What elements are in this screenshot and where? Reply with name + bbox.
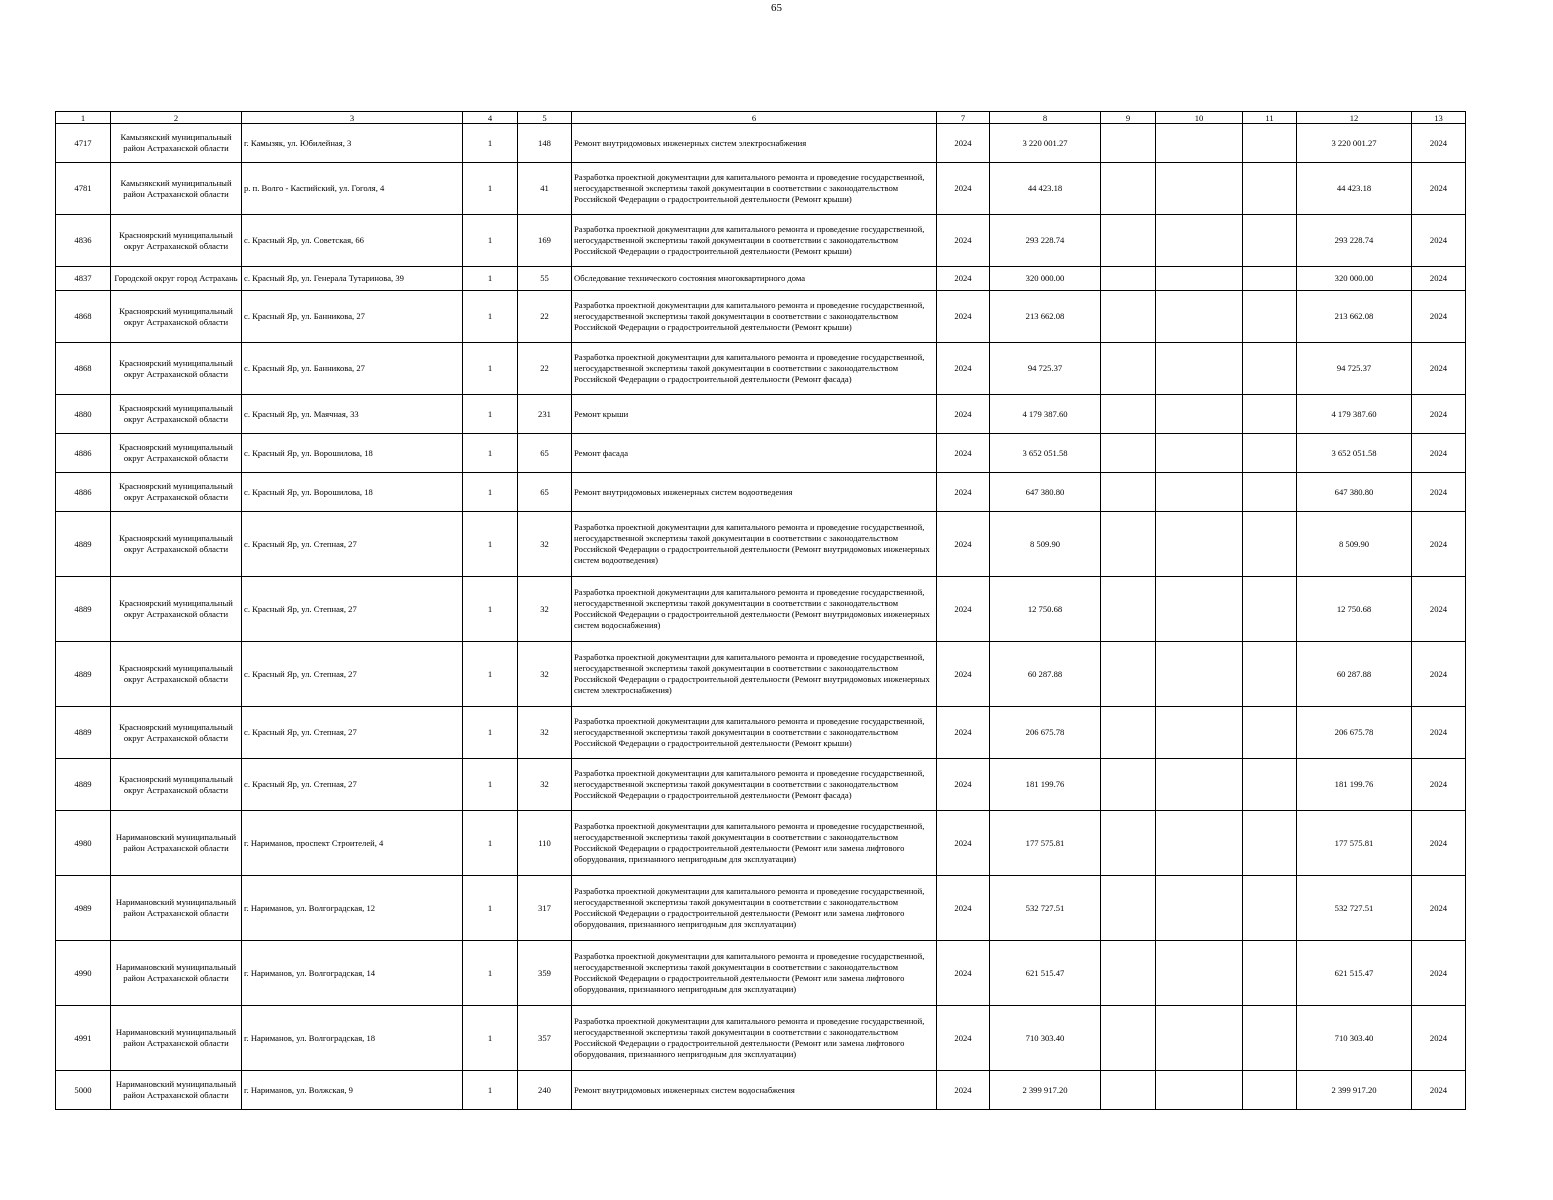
col-10-cell (1156, 163, 1243, 215)
year-cell: 2024 (937, 512, 990, 577)
col-9-cell (1101, 395, 1156, 434)
total-amount-cell: 177 575.81 (1297, 811, 1412, 876)
row-id-cell: 4989 (56, 876, 111, 941)
year-cell: 2024 (937, 759, 990, 811)
column-number-12: 12 (1297, 112, 1412, 124)
municipality-cell: Красноярский муниципальный округ Астраханской области (111, 642, 242, 707)
amount-cell: 181 199.76 (990, 759, 1101, 811)
total-amount-cell: 3 220 001.27 (1297, 124, 1412, 163)
completion-year-cell: 2024 (1412, 395, 1466, 434)
apartments-cell: 32 (518, 512, 572, 577)
completion-year-cell: 2024 (1412, 124, 1466, 163)
year-cell: 2024 (937, 577, 990, 642)
year-cell: 2024 (937, 941, 990, 1006)
municipality-cell: Городской округ город Астрахань (111, 267, 242, 291)
completion-year-cell: 2024 (1412, 577, 1466, 642)
col-11-cell (1243, 267, 1297, 291)
amount-cell: 3 220 001.27 (990, 124, 1101, 163)
col-10-cell (1156, 124, 1243, 163)
row-id-cell: 4886 (56, 473, 111, 512)
col-9-cell (1101, 163, 1156, 215)
total-amount-cell: 181 199.76 (1297, 759, 1412, 811)
year-cell: 2024 (937, 267, 990, 291)
address-cell: г. Нариманов, ул. Волгоградская, 14 (242, 941, 463, 1006)
count-cell: 1 (463, 473, 518, 512)
count-cell: 1 (463, 395, 518, 434)
col-10-cell (1156, 1006, 1243, 1071)
total-amount-cell: 532 727.51 (1297, 876, 1412, 941)
amount-cell: 60 287.88 (990, 642, 1101, 707)
address-cell: с. Красный Яр, ул. Маячная, 33 (242, 395, 463, 434)
table-row (56, 811, 1466, 876)
work-description-cell: Ремонт внутридомовых инженерных систем водоотведения (572, 473, 937, 512)
year-cell: 2024 (937, 215, 990, 267)
apartments-cell: 32 (518, 642, 572, 707)
col-11-cell (1243, 1006, 1297, 1071)
apartments-cell: 65 (518, 434, 572, 473)
apartments-cell: 41 (518, 163, 572, 215)
apartments-cell: 231 (518, 395, 572, 434)
col-11-cell (1243, 395, 1297, 434)
completion-year-cell: 2024 (1412, 473, 1466, 512)
total-amount-cell: 293 228.74 (1297, 215, 1412, 267)
table-row (56, 124, 1466, 163)
count-cell: 1 (463, 512, 518, 577)
work-description-cell: Разработка проектной документации для капитального ремонта и проведение государственной, негосударственной экспертизы такой документации в соответствии с законодательством Российской Федерации о градостроительной деятельности (Ремонт или замена лифтового оборудования, признанного непригодным для эксплуатации) (572, 876, 937, 941)
municipality-cell: Красноярский муниципальный округ Астраханской области (111, 473, 242, 512)
address-cell: г. Нариманов, ул. Волгоградская, 12 (242, 876, 463, 941)
year-cell: 2024 (937, 1071, 990, 1110)
year-cell: 2024 (937, 291, 990, 343)
total-amount-cell: 12 750.68 (1297, 577, 1412, 642)
amount-cell: 320 000.00 (990, 267, 1101, 291)
row-id-cell: 4886 (56, 434, 111, 473)
work-description-cell: Разработка проектной документации для капитального ремонта и проведение государственной, негосударственной экспертизы такой документации в соответствии с законодательством Российской Федерации о градостроительной деятельности (Ремонт крыши) (572, 707, 937, 759)
amount-cell: 206 675.78 (990, 707, 1101, 759)
municipality-cell: Красноярский муниципальный округ Астраханской области (111, 291, 242, 343)
completion-year-cell: 2024 (1412, 1006, 1466, 1071)
municipality-cell: Красноярский муниципальный округ Астраханской области (111, 707, 242, 759)
row-id-cell: 4991 (56, 1006, 111, 1071)
apartments-cell: 22 (518, 343, 572, 395)
count-cell: 1 (463, 1071, 518, 1110)
column-number-9: 9 (1101, 112, 1156, 124)
work-description-cell: Ремонт крыши (572, 395, 937, 434)
completion-year-cell: 2024 (1412, 876, 1466, 941)
column-number-8: 8 (990, 112, 1101, 124)
col-9-cell (1101, 811, 1156, 876)
year-cell: 2024 (937, 163, 990, 215)
amount-cell: 12 750.68 (990, 577, 1101, 642)
year-cell: 2024 (937, 1006, 990, 1071)
municipality-cell: Камызякский муниципальный район Астраханской области (111, 163, 242, 215)
apartments-cell: 148 (518, 124, 572, 163)
completion-year-cell: 2024 (1412, 215, 1466, 267)
count-cell: 1 (463, 759, 518, 811)
col-10-cell (1156, 577, 1243, 642)
row-id-cell: 4868 (56, 291, 111, 343)
amount-cell: 177 575.81 (990, 811, 1101, 876)
municipality-cell: Красноярский муниципальный округ Астраханской области (111, 343, 242, 395)
work-description-cell: Разработка проектной документации для капитального ремонта и проведение государственной, негосударственной экспертизы такой документации в соответствии с законодательством Российской Федерации о градостроительной деятельности (Ремонт или замена лифтового оборудования, признанного непригодным для эксплуатации) (572, 1006, 937, 1071)
col-11-cell (1243, 759, 1297, 811)
count-cell: 1 (463, 1006, 518, 1071)
address-cell: г. Нариманов, проспект Строителей, 4 (242, 811, 463, 876)
total-amount-cell: 4 179 387.60 (1297, 395, 1412, 434)
work-description-cell: Разработка проектной документации для капитального ремонта и проведение государственной, негосударственной экспертизы такой документации в соответствии с законодательством Российской Федерации о градостроительной деятельности (Ремонт внутридомовых инженерных систем водоснабжения) (572, 577, 937, 642)
col-11-cell (1243, 215, 1297, 267)
address-cell: с. Красный Яр, ул. Банникова, 27 (242, 343, 463, 395)
work-description-cell: Разработка проектной документации для капитального ремонта и проведение государственной, негосударственной экспертизы такой документации в соответствии с законодательством Российской Федерации о градостроительной деятельности (Ремонт фасада) (572, 759, 937, 811)
col-11-cell (1243, 163, 1297, 215)
work-description-cell: Обследование технического состояния многоквартирного дома (572, 267, 937, 291)
col-10-cell (1156, 512, 1243, 577)
count-cell: 1 (463, 124, 518, 163)
municipality-cell: Наримановский муниципальный район Астраханской области (111, 1071, 242, 1110)
column-number-6: 6 (572, 112, 937, 124)
amount-cell: 44 423.18 (990, 163, 1101, 215)
total-amount-cell: 213 662.08 (1297, 291, 1412, 343)
column-number-1: 1 (56, 112, 111, 124)
table-row (56, 642, 1466, 707)
municipality-cell: Красноярский муниципальный округ Астраханской области (111, 434, 242, 473)
amount-cell: 8 509.90 (990, 512, 1101, 577)
count-cell: 1 (463, 811, 518, 876)
col-10-cell (1156, 291, 1243, 343)
count-cell: 1 (463, 267, 518, 291)
count-cell: 1 (463, 577, 518, 642)
col-9-cell (1101, 642, 1156, 707)
table-row (56, 1071, 1466, 1110)
completion-year-cell: 2024 (1412, 1071, 1466, 1110)
col-11-cell (1243, 343, 1297, 395)
total-amount-cell: 320 000.00 (1297, 267, 1412, 291)
work-description-cell: Ремонт внутридомовых инженерных систем электроснабжения (572, 124, 937, 163)
work-description-cell: Ремонт внутридомовых инженерных систем водоснабжения (572, 1071, 937, 1110)
amount-cell: 647 380.80 (990, 473, 1101, 512)
work-description-cell: Разработка проектной документации для капитального ремонта и проведение государственной, негосударственной экспертизы такой документации в соответствии с законодательством Российской Федерации о градостроительной деятельности (Ремонт фасада) (572, 343, 937, 395)
page-number: 65 (771, 2, 782, 14)
col-11-cell (1243, 1071, 1297, 1110)
table-row (56, 267, 1466, 291)
table-row (56, 343, 1466, 395)
col-9-cell (1101, 215, 1156, 267)
col-10-cell (1156, 876, 1243, 941)
total-amount-cell: 2 399 917.20 (1297, 1071, 1412, 1110)
table-row (56, 941, 1466, 1006)
amount-cell: 710 303.40 (990, 1006, 1101, 1071)
amount-cell: 213 662.08 (990, 291, 1101, 343)
column-number-13: 13 (1412, 112, 1466, 124)
completion-year-cell: 2024 (1412, 811, 1466, 876)
col-10-cell (1156, 395, 1243, 434)
count-cell: 1 (463, 291, 518, 343)
col-9-cell (1101, 124, 1156, 163)
col-10-cell (1156, 642, 1243, 707)
municipality-cell: Красноярский муниципальный округ Астраханской области (111, 759, 242, 811)
total-amount-cell: 3 652 051.58 (1297, 434, 1412, 473)
completion-year-cell: 2024 (1412, 759, 1466, 811)
table-row (56, 163, 1466, 215)
row-id-cell: 4889 (56, 707, 111, 759)
row-id-cell: 4889 (56, 577, 111, 642)
total-amount-cell: 206 675.78 (1297, 707, 1412, 759)
col-11-cell (1243, 434, 1297, 473)
col-11-cell (1243, 642, 1297, 707)
table-row (56, 215, 1466, 267)
column-number-2: 2 (111, 112, 242, 124)
col-9-cell (1101, 1071, 1156, 1110)
col-11-cell (1243, 291, 1297, 343)
completion-year-cell: 2024 (1412, 707, 1466, 759)
table-row (56, 577, 1466, 642)
amount-cell: 293 228.74 (990, 215, 1101, 267)
table-row (56, 1006, 1466, 1071)
year-cell: 2024 (937, 707, 990, 759)
apartments-cell: 55 (518, 267, 572, 291)
column-number-3: 3 (242, 112, 463, 124)
col-11-cell (1243, 811, 1297, 876)
municipality-cell: Красноярский муниципальный округ Астраханской области (111, 395, 242, 434)
completion-year-cell: 2024 (1412, 512, 1466, 577)
table-row (56, 707, 1466, 759)
municipality-cell: Красноярский муниципальный округ Астраханской области (111, 215, 242, 267)
year-cell: 2024 (937, 642, 990, 707)
amount-cell: 621 515.47 (990, 941, 1101, 1006)
row-id-cell: 4980 (56, 811, 111, 876)
year-cell: 2024 (937, 876, 990, 941)
table-row (56, 876, 1466, 941)
work-description-cell: Ремонт фасада (572, 434, 937, 473)
address-cell: с. Красный Яр, ул. Степная, 27 (242, 759, 463, 811)
amount-cell: 2 399 917.20 (990, 1071, 1101, 1110)
col-11-cell (1243, 876, 1297, 941)
total-amount-cell: 621 515.47 (1297, 941, 1412, 1006)
col-10-cell (1156, 267, 1243, 291)
total-amount-cell: 94 725.37 (1297, 343, 1412, 395)
year-cell: 2024 (937, 395, 990, 434)
work-description-cell: Разработка проектной документации для капитального ремонта и проведение государственной, негосударственной экспертизы такой документации в соответствии с законодательством Российской Федерации о градостроительной деятельности (Ремонт внутридомовых инженерных систем электроснабжения) (572, 642, 937, 707)
address-cell: с. Красный Яр, ул. Степная, 27 (242, 707, 463, 759)
work-description-cell: Разработка проектной документации для капитального ремонта и проведение государственной, негосударственной экспертизы такой документации в соответствии с законодательством Российской Федерации о градостроительной деятельности (Ремонт или замена лифтового оборудования, признанного непригодным для эксплуатации) (572, 941, 937, 1006)
municipality-cell: Камызякский муниципальный район Астраханской области (111, 124, 242, 163)
col-10-cell (1156, 343, 1243, 395)
col-9-cell (1101, 512, 1156, 577)
municipality-cell: Наримановский муниципальный район Астраханской области (111, 876, 242, 941)
apartments-cell: 357 (518, 1006, 572, 1071)
column-number-7: 7 (937, 112, 990, 124)
col-10-cell (1156, 215, 1243, 267)
row-id-cell: 4990 (56, 941, 111, 1006)
count-cell: 1 (463, 707, 518, 759)
amount-cell: 94 725.37 (990, 343, 1101, 395)
work-description-cell: Разработка проектной документации для капитального ремонта и проведение государственной, негосударственной экспертизы такой документации в соответствии с законодательством Российской Федерации о градостроительной деятельности (Ремонт крыши) (572, 291, 937, 343)
table-row (56, 759, 1466, 811)
col-9-cell (1101, 876, 1156, 941)
row-id-cell: 4717 (56, 124, 111, 163)
apartments-cell: 32 (518, 707, 572, 759)
year-cell: 2024 (937, 343, 990, 395)
address-cell: с. Красный Яр, ул. Степная, 27 (242, 512, 463, 577)
apartments-cell: 65 (518, 473, 572, 512)
completion-year-cell: 2024 (1412, 941, 1466, 1006)
amount-cell: 3 652 051.58 (990, 434, 1101, 473)
apartments-cell: 22 (518, 291, 572, 343)
column-number-row (56, 112, 1466, 124)
col-11-cell (1243, 941, 1297, 1006)
count-cell: 1 (463, 642, 518, 707)
count-cell: 1 (463, 941, 518, 1006)
total-amount-cell: 60 287.88 (1297, 642, 1412, 707)
table-row (56, 512, 1466, 577)
col-10-cell (1156, 473, 1243, 512)
col-9-cell (1101, 343, 1156, 395)
column-number-11: 11 (1243, 112, 1297, 124)
address-cell: г. Камызяк, ул. Юбилейная, 3 (242, 124, 463, 163)
col-10-cell (1156, 707, 1243, 759)
col-10-cell (1156, 434, 1243, 473)
count-cell: 1 (463, 343, 518, 395)
address-cell: с. Красный Яр, ул. Ворошилова, 18 (242, 434, 463, 473)
apartments-cell: 359 (518, 941, 572, 1006)
table-body (56, 124, 1466, 1110)
col-9-cell (1101, 434, 1156, 473)
col-10-cell (1156, 1071, 1243, 1110)
apartments-cell: 32 (518, 759, 572, 811)
work-description-cell: Разработка проектной документации для капитального ремонта и проведение государственной, негосударственной экспертизы такой документации в соответствии с законодательством Российской Федерации о градостроительной деятельности (Ремонт или замена лифтового оборудования, признанного непригодным для эксплуатации) (572, 811, 937, 876)
address-cell: г. Нариманов, ул. Волжская, 9 (242, 1071, 463, 1110)
table-row (56, 434, 1466, 473)
row-id-cell: 4781 (56, 163, 111, 215)
address-cell: с. Красный Яр, ул. Генерала Тутаринова, 39 (242, 267, 463, 291)
address-cell: с. Красный Яр, ул. Степная, 27 (242, 577, 463, 642)
address-cell: с. Красный Яр, ул. Советская, 66 (242, 215, 463, 267)
apartments-cell: 169 (518, 215, 572, 267)
col-10-cell (1156, 811, 1243, 876)
count-cell: 1 (463, 215, 518, 267)
capital-repair-table (55, 111, 1466, 1110)
year-cell: 2024 (937, 124, 990, 163)
col-11-cell (1243, 124, 1297, 163)
apartments-cell: 317 (518, 876, 572, 941)
row-id-cell: 4889 (56, 642, 111, 707)
col-11-cell (1243, 577, 1297, 642)
work-description-cell: Разработка проектной документации для капитального ремонта и проведение государственной, негосударственной экспертизы такой документации в соответствии с законодательством Российской Федерации о градостроительной деятельности (Ремонт крыши) (572, 163, 937, 215)
municipality-cell: Красноярский муниципальный округ Астраханской области (111, 512, 242, 577)
total-amount-cell: 710 303.40 (1297, 1006, 1412, 1071)
year-cell: 2024 (937, 434, 990, 473)
total-amount-cell: 44 423.18 (1297, 163, 1412, 215)
row-id-cell: 4837 (56, 267, 111, 291)
row-id-cell: 4868 (56, 343, 111, 395)
col-11-cell (1243, 512, 1297, 577)
table-row (56, 473, 1466, 512)
col-10-cell (1156, 759, 1243, 811)
municipality-cell: Наримановский муниципальный район Астраханской области (111, 941, 242, 1006)
apartments-cell: 32 (518, 577, 572, 642)
address-cell: с. Красный Яр, ул. Ворошилова, 18 (242, 473, 463, 512)
address-cell: р. п. Волго - Каспийский, ул. Гоголя, 4 (242, 163, 463, 215)
col-9-cell (1101, 577, 1156, 642)
municipality-cell: Наримановский муниципальный район Астраханской области (111, 811, 242, 876)
amount-cell: 4 179 387.60 (990, 395, 1101, 434)
municipality-cell: Красноярский муниципальный округ Астраханской области (111, 577, 242, 642)
total-amount-cell: 8 509.90 (1297, 512, 1412, 577)
col-9-cell (1101, 759, 1156, 811)
table-row (56, 395, 1466, 434)
column-number-4: 4 (463, 112, 518, 124)
col-9-cell (1101, 291, 1156, 343)
completion-year-cell: 2024 (1412, 642, 1466, 707)
count-cell: 1 (463, 876, 518, 941)
row-id-cell: 4880 (56, 395, 111, 434)
count-cell: 1 (463, 163, 518, 215)
completion-year-cell: 2024 (1412, 163, 1466, 215)
total-amount-cell: 647 380.80 (1297, 473, 1412, 512)
row-id-cell: 4889 (56, 512, 111, 577)
column-number-5: 5 (518, 112, 572, 124)
completion-year-cell: 2024 (1412, 267, 1466, 291)
col-11-cell (1243, 473, 1297, 512)
col-9-cell (1101, 707, 1156, 759)
municipality-cell: Наримановский муниципальный район Астраханской области (111, 1006, 242, 1071)
table-row (56, 291, 1466, 343)
apartments-cell: 240 (518, 1071, 572, 1110)
year-cell: 2024 (937, 811, 990, 876)
apartments-cell: 110 (518, 811, 572, 876)
col-11-cell (1243, 707, 1297, 759)
row-id-cell: 5000 (56, 1071, 111, 1110)
col-9-cell (1101, 267, 1156, 291)
column-number-10: 10 (1156, 112, 1243, 124)
row-id-cell: 4889 (56, 759, 111, 811)
count-cell: 1 (463, 434, 518, 473)
address-cell: г. Нариманов, ул. Волгоградская, 18 (242, 1006, 463, 1071)
completion-year-cell: 2024 (1412, 343, 1466, 395)
address-cell: с. Красный Яр, ул. Банникова, 27 (242, 291, 463, 343)
amount-cell: 532 727.51 (990, 876, 1101, 941)
year-cell: 2024 (937, 473, 990, 512)
col-10-cell (1156, 941, 1243, 1006)
completion-year-cell: 2024 (1412, 434, 1466, 473)
work-description-cell: Разработка проектной документации для капитального ремонта и проведение государственной, негосударственной экспертизы такой документации в соответствии с законодательством Российской Федерации о градостроительной деятельности (Ремонт крыши) (572, 215, 937, 267)
work-description-cell: Разработка проектной документации для капитального ремонта и проведение государственной, негосударственной экспертизы такой документации в соответствии с законодательством Российской Федерации о градостроительной деятельности (Ремонт внутридомовых инженерных систем водоотведения) (572, 512, 937, 577)
col-9-cell (1101, 1006, 1156, 1071)
col-9-cell (1101, 473, 1156, 512)
row-id-cell: 4836 (56, 215, 111, 267)
col-9-cell (1101, 941, 1156, 1006)
address-cell: с. Красный Яр, ул. Степная, 27 (242, 642, 463, 707)
completion-year-cell: 2024 (1412, 291, 1466, 343)
